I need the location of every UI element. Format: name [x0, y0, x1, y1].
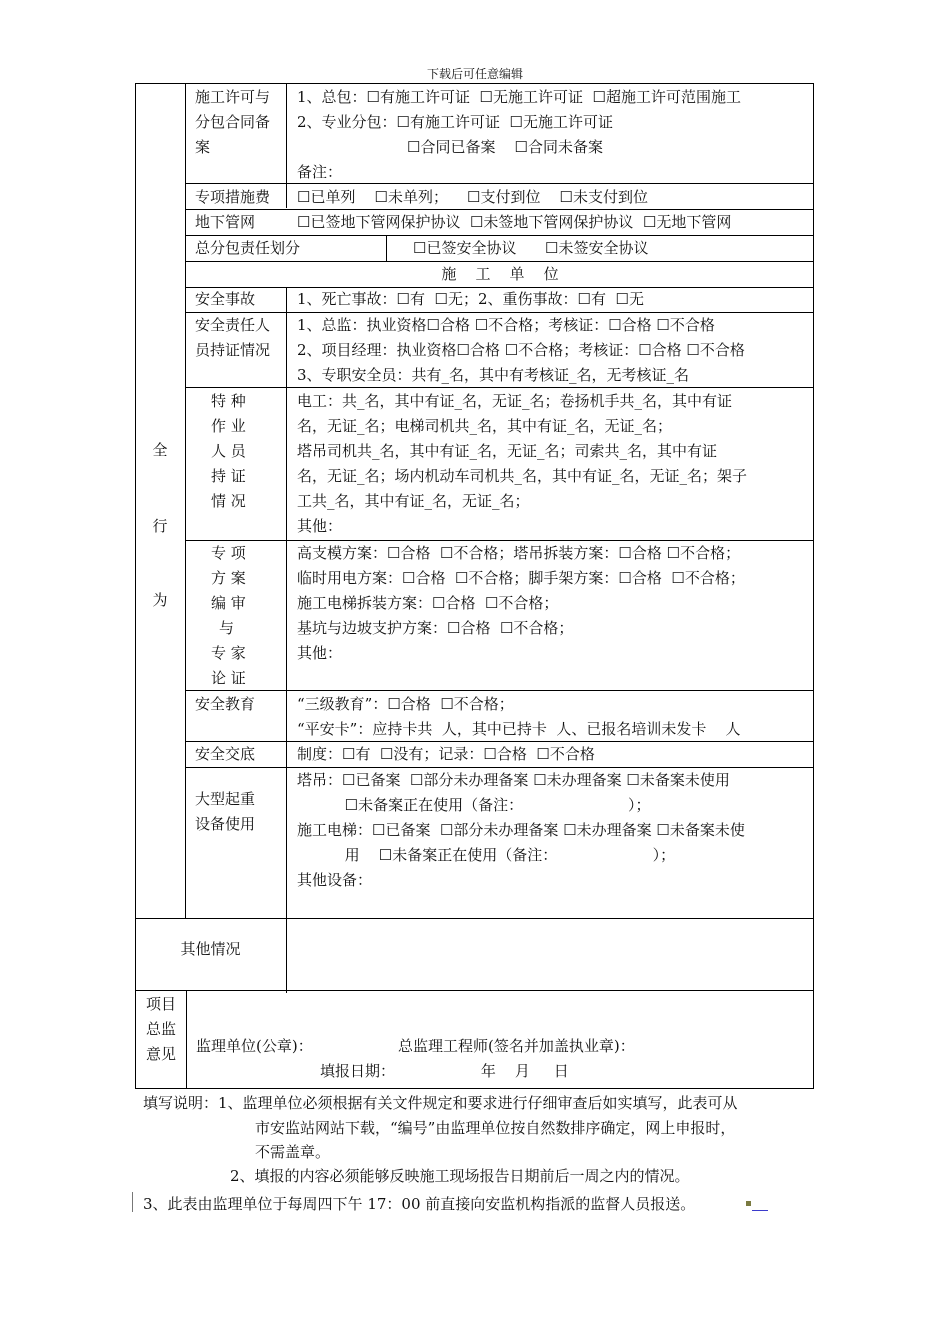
- row-line-1: [185, 183, 814, 184]
- underline-mark: [752, 1210, 768, 1211]
- workers-label-4: 持 证: [211, 467, 246, 485]
- special-fee-content: ☐已单列 ☐未单列； ☐支付到位 ☐未支付到位: [297, 188, 649, 206]
- report-table: [135, 83, 814, 1089]
- plans-line-3: 施工电梯拆装方案：☐合格 ☐不合格；: [297, 594, 559, 612]
- section-title: 施 工 单 位: [441, 265, 559, 283]
- pipeline-content: ☐已签地下管网保护协议 ☐未签地下管网保护协议 ☐无地下管网: [297, 213, 732, 231]
- responsible-line-3: 3、专职安全员：共有_名，其中有考核证_名，无考核证_名: [297, 366, 690, 384]
- permit-label-1: 施工许可与: [195, 88, 271, 106]
- notes-line-5: 3、此表由监理单位于每周四下午 17：00 前直接向安监机构指派的监督人员报送。: [143, 1195, 696, 1213]
- table-border-right: [813, 83, 814, 1089]
- col1-char-3: 为: [152, 591, 168, 609]
- responsible-line-2: 2、项目经理：执业资格☐合格 ☐不合格；考核证：☐合格 ☐不合格: [297, 341, 745, 359]
- education-label: 安全教育: [195, 695, 256, 713]
- equipment-line-4: 用 ☐未备案正在使用（备注： ）；: [297, 846, 676, 864]
- table-border-bottom: [135, 1088, 814, 1089]
- plans-label-3: 编 审: [211, 594, 246, 612]
- chief-engineer-signature: 总监理工程师(签名并加盖执业章)：: [398, 1037, 635, 1055]
- plans-line-1: 高支模方案：☐合格 ☐不合格；塔吊拆装方案：☐合格 ☐不合格；: [297, 544, 741, 562]
- opinion-label-3: 意见: [146, 1045, 177, 1063]
- col1-char-2: 行: [152, 517, 168, 535]
- col1-char-1: 全: [152, 441, 168, 459]
- paragraph-end-mark: [746, 1201, 751, 1206]
- plans-label-4: 与: [219, 619, 235, 637]
- notes-line-4: 2、填报的内容必须能够反映施工现场报告日期前后一周之内的情况。: [230, 1167, 690, 1185]
- permit-line-2: 2、专业分包：☐有施工许可证 ☐无施工许可证: [297, 113, 613, 131]
- other-label: 其他情况: [180, 940, 241, 958]
- col1-divider-bottom: [186, 990, 187, 1089]
- education-line-1: “三级教育”：☐合格 ☐不合格；: [297, 695, 514, 713]
- workers-label-5: 情 况: [211, 492, 246, 510]
- page-header: 下载后可任意编辑: [426, 67, 523, 81]
- equipment-line-2: ☐未备案正在使用（备注： ）；: [297, 796, 651, 814]
- workers-line-2: 名，无证_名；电梯司机共_名，其中有证_名，无证_名；: [297, 417, 673, 435]
- plans-label-2: 方 案: [211, 569, 246, 587]
- row-line-13: [135, 990, 814, 991]
- fill-date: 填报日期： 年 月 日: [320, 1062, 569, 1080]
- accident-label: 安全事故: [195, 290, 256, 308]
- notes-line-2: 市安监站网站下载，“编号”由监理单位按自然数排序确定，网上申报时，: [255, 1119, 736, 1137]
- permit-label-3: 案: [195, 138, 211, 156]
- plans-label-6: 论 证: [211, 669, 246, 687]
- plans-label-1: 专 项: [211, 544, 246, 562]
- permit-line-1: 1、总包：☐有施工许可证 ☐无施工许可证 ☐超施工许可范围施工: [297, 88, 741, 106]
- notes-line-1: 填写说明：1、监理单位必须根据有关文件规定和要求进行仔细审查后如实填写，此表可从: [143, 1094, 738, 1112]
- workers-line-5: 工共_名，其中有证_名，无证_名；: [297, 492, 530, 510]
- col2-divider-a: [286, 83, 287, 208]
- workers-line-1: 电工：共_名，其中有证_名，无证_名；卷扬机手共_名，其中有证: [297, 392, 733, 410]
- accident-content: 1、死亡事故：☐有 ☐无；2、重伤事故：☐有 ☐无: [297, 290, 644, 308]
- permit-line-4: 备注：: [297, 163, 343, 181]
- workers-label-2: 作 业: [211, 417, 246, 435]
- workers-label-3: 人 员: [211, 442, 246, 460]
- subcontract-content: ☐已签安全协议 ☐未签安全协议: [413, 239, 649, 257]
- workers-line-3: 塔吊司机共_名，其中有证_名，无证_名；司索共_名，其中有证: [297, 442, 718, 460]
- opinion-label-2: 总监: [146, 1020, 177, 1038]
- workers-line-4: 名，无证_名；场内机动车司机共_名，其中有证_名，无证_名；架子: [297, 467, 748, 485]
- briefing-label: 安全交底: [195, 745, 256, 763]
- special-fee-label: 专项措施费: [195, 188, 271, 206]
- equipment-line-1: 塔吊：☐已备案 ☐部分未办理备案 ☐未办理备案 ☐未备案未使用: [297, 771, 730, 789]
- workers-line-6: 其他：: [297, 517, 343, 535]
- pipeline-label: 地下管网: [195, 213, 256, 231]
- equipment-line-5: 其他设备：: [297, 871, 373, 889]
- row-line-12: [135, 918, 814, 919]
- responsible-label-1: 安全责任人: [195, 316, 271, 334]
- row-line-9: [185, 690, 814, 691]
- plans-line-2: 临时用电方案：☐合格 ☐不合格；脚手架方案：☐合格 ☐不合格；: [297, 569, 745, 587]
- opinion-label-1: 项目: [146, 995, 177, 1013]
- table-border-top: [135, 83, 814, 84]
- plans-label-5: 专 家: [211, 644, 246, 662]
- responsible-label-2: 员持证情况: [195, 341, 271, 359]
- notes-line-3: 不需盖章。: [255, 1143, 331, 1161]
- equipment-label-1: 大型起重: [195, 790, 256, 808]
- equipment-line-3: 施工电梯：☐已备案 ☐部分未办理备案 ☐未办理备案 ☐未备案未使: [297, 821, 745, 839]
- education-line-2: “平安卡”：应持卡共 人，其中已持卡 人、已报名培训未发卡 人: [297, 720, 741, 738]
- briefing-content: 制度：☐有 ☐没有；记录：☐合格 ☐不合格: [297, 745, 595, 763]
- supervision-unit-seal: 监理单位(公章)：: [196, 1037, 313, 1055]
- responsible-line-1: 1、总监：执业资格☐合格 ☐不合格；考核证：☐合格 ☐不合格: [297, 316, 715, 334]
- subcontract-label: 总分包责任划分: [195, 239, 301, 257]
- plans-line-5: 其他：: [297, 644, 343, 662]
- permit-line-3: ☐合同已备案 ☐合同未备案: [407, 138, 603, 156]
- margin-bar: [132, 1192, 133, 1212]
- col2-divider-c: [386, 236, 387, 261]
- workers-label-1: 特 种: [211, 392, 246, 410]
- permit-label-2: 分包合同备: [195, 113, 271, 131]
- col2-divider-b: [286, 288, 287, 993]
- plans-line-4: 基坑与边坡支护方案：☐合格 ☐不合格；: [297, 619, 574, 637]
- equipment-label-2: 设备使用: [195, 815, 256, 833]
